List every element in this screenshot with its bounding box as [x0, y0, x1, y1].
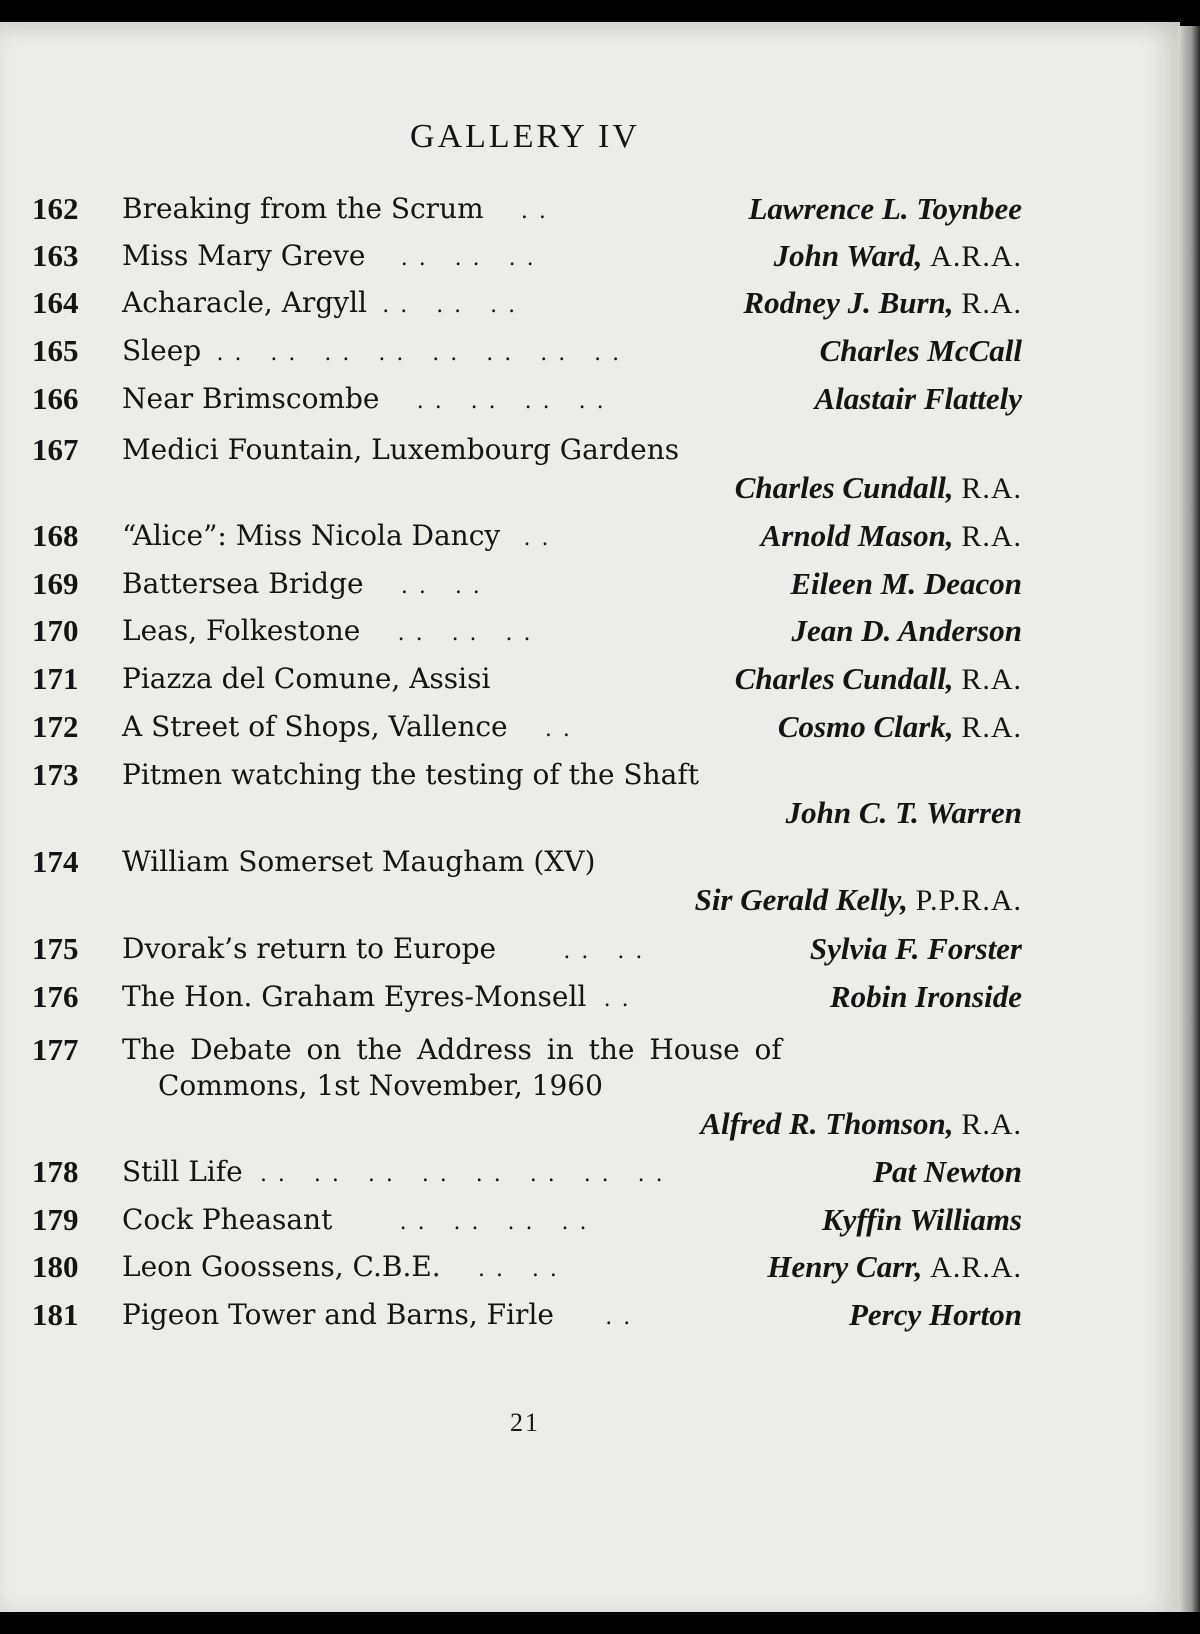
artist-name: Eileen M. Deacon — [790, 566, 1022, 601]
artist-name: Kyffin Williams — [821, 1202, 1022, 1237]
artist-name: John Ward, — [773, 238, 923, 273]
entry-artist — [814, 380, 1022, 418]
dot-leaders: . . . . . . . . — [416, 389, 606, 414]
entry-number: 163 — [32, 238, 79, 273]
entry-number: 169 — [32, 566, 79, 601]
artist-name: Rodney J. Burn, — [743, 285, 954, 320]
entry-artist — [873, 1153, 1022, 1191]
dot-leaders: . . . . — [563, 939, 645, 964]
artist-name: Pat Newton — [873, 1154, 1022, 1189]
entry-artist — [790, 565, 1022, 603]
entry-number: 167 — [32, 432, 79, 467]
entry-title: Pitmen watching the testing of the Shaft — [122, 758, 699, 791]
dot-leaders: . . . . . . . . — [399, 1210, 589, 1235]
artist-name: Alfred R. Thomson, — [700, 1106, 954, 1141]
entry-title: Dvorak’s return to Europe — [122, 932, 497, 965]
entry-artist — [749, 190, 1023, 228]
entry-title: Breaking from the Scrum — [122, 192, 484, 225]
entry-number: 177 — [32, 1032, 79, 1067]
dot-leaders: . . — [523, 526, 551, 551]
dot-leaders: . . — [603, 987, 631, 1012]
entry-number: 181 — [32, 1297, 79, 1332]
entry-number: 170 — [32, 613, 79, 648]
entry-artist — [849, 1296, 1022, 1334]
entry-artist — [810, 930, 1022, 968]
entry-number: 176 — [32, 979, 79, 1014]
entry-title: Battersea Bridge — [122, 567, 364, 600]
entry-artist — [767, 1248, 1022, 1287]
entry-artist — [778, 708, 1022, 747]
dot-leaders: . . . . — [477, 1257, 559, 1282]
entry-artist — [700, 1105, 1022, 1144]
entry-number: 166 — [32, 381, 79, 416]
entry-artist — [791, 612, 1022, 650]
dot-leaders: . . . . . . . . . . . . . . . . — [216, 341, 622, 366]
entry-artist — [786, 794, 1022, 832]
entry-number: 168 — [32, 518, 79, 553]
entry-title: Near Brimscombe — [122, 382, 380, 415]
entry-title: Acharacle, Argyll — [122, 286, 367, 319]
entry-artist — [822, 1201, 1022, 1239]
entry-title: Miss Mary Greve — [122, 239, 366, 272]
artist-name: John C. T. Warren — [785, 795, 1022, 830]
entry-title: The Debate on the Address in the House of — [122, 1033, 782, 1066]
artist-honour: R.A. — [961, 520, 1022, 553]
dot-leaders: . . — [605, 1305, 633, 1330]
artist-name: Charles McCall — [819, 333, 1022, 368]
artist-name: Sir Gerald Kelly, — [694, 882, 908, 917]
entry-artist — [761, 517, 1022, 556]
entry-number: 178 — [32, 1154, 79, 1189]
artist-name: Jean D. Anderson — [791, 613, 1022, 648]
page-number: 21 — [510, 1408, 540, 1437]
entry-title: A Street of Shops, Vallence — [122, 710, 508, 743]
entry-title: William Somerset Maugham (XV) — [122, 845, 596, 878]
artist-honour: A.R.A. — [930, 1251, 1022, 1284]
entry-number: 165 — [32, 333, 79, 368]
page-edge — [1178, 26, 1200, 1612]
artist-name: Henry Carr, — [767, 1249, 923, 1284]
entry-title: Piazza del Comune, Assisi — [122, 662, 491, 695]
entry-number: 172 — [32, 709, 79, 744]
entry-number: 171 — [32, 661, 79, 696]
entry-artist — [830, 978, 1022, 1016]
artist-name: Charles Cundall, — [734, 470, 954, 505]
artist-name: Alastair Flattely — [814, 381, 1022, 416]
entry-title: Medici Fountain, Luxembourg Gardens — [122, 433, 680, 466]
entry-artist — [774, 237, 1022, 276]
entry-number: 164 — [32, 285, 79, 320]
entry-artist — [820, 332, 1022, 370]
entry-title: The Hon. Graham Eyres-Monsell — [122, 980, 587, 1013]
entry-number: 174 — [32, 844, 79, 879]
artist-honour: R.A. — [961, 663, 1022, 696]
entry-title: Leon Goossens, C.B.E. — [122, 1250, 441, 1283]
dot-leaders: . . . . . . — [400, 246, 536, 271]
dot-leaders: . . . . . . — [397, 621, 533, 646]
entry-artist — [743, 284, 1022, 323]
artist-honour: R.A. — [961, 1108, 1022, 1141]
artist-name: Arnold Mason, — [760, 518, 954, 553]
artist-name: Lawrence L. Toynbee — [748, 191, 1022, 226]
entry-title: Pigeon Tower and Barns, Firle — [122, 1298, 554, 1331]
artist-honour: A.R.A. — [930, 240, 1022, 273]
dot-leaders: . . . . . . — [382, 293, 518, 318]
artist-name: Cosmo Clark, — [777, 709, 954, 744]
entry-artist — [695, 881, 1022, 920]
entry-title: Sleep — [122, 334, 202, 367]
artist-honour: R.A. — [961, 711, 1022, 744]
entry-title: Leas, Folkestone — [122, 614, 361, 647]
dot-leaders: . . — [544, 717, 572, 742]
gallery-title: GALLERY IV — [410, 118, 640, 155]
artist-name: Percy Horton — [848, 1297, 1022, 1332]
entry-artist — [735, 469, 1022, 508]
entry-title: Cock Pheasant — [122, 1203, 333, 1236]
artist-honour: R.A. — [961, 472, 1022, 505]
entry-title: Still Life — [122, 1155, 243, 1188]
entry-number: 175 — [32, 931, 79, 966]
entry-number: 173 — [32, 757, 79, 792]
entry-number: 180 — [32, 1249, 79, 1284]
dot-leaders: . . — [520, 199, 548, 224]
entry-number: 179 — [32, 1202, 79, 1237]
dot-leaders: . . . . — [400, 574, 482, 599]
entry-title-continued: Commons, 1st November, 1960 — [158, 1069, 603, 1102]
entry-artist — [735, 660, 1022, 699]
artist-honour: R.A. — [961, 287, 1022, 320]
entry-number: 162 — [32, 191, 79, 226]
artist-honour: P.P.R.A. — [915, 884, 1022, 917]
artist-name: Charles Cundall, — [734, 661, 954, 696]
artist-name: Sylvia F. Forster — [809, 931, 1022, 966]
artist-name: Robin Ironside — [829, 979, 1022, 1014]
entry-title: “Alice”: Miss Nicola Dancy — [122, 519, 501, 552]
dot-leaders: . . . . . . . . . . . . . . . . — [259, 1162, 665, 1187]
